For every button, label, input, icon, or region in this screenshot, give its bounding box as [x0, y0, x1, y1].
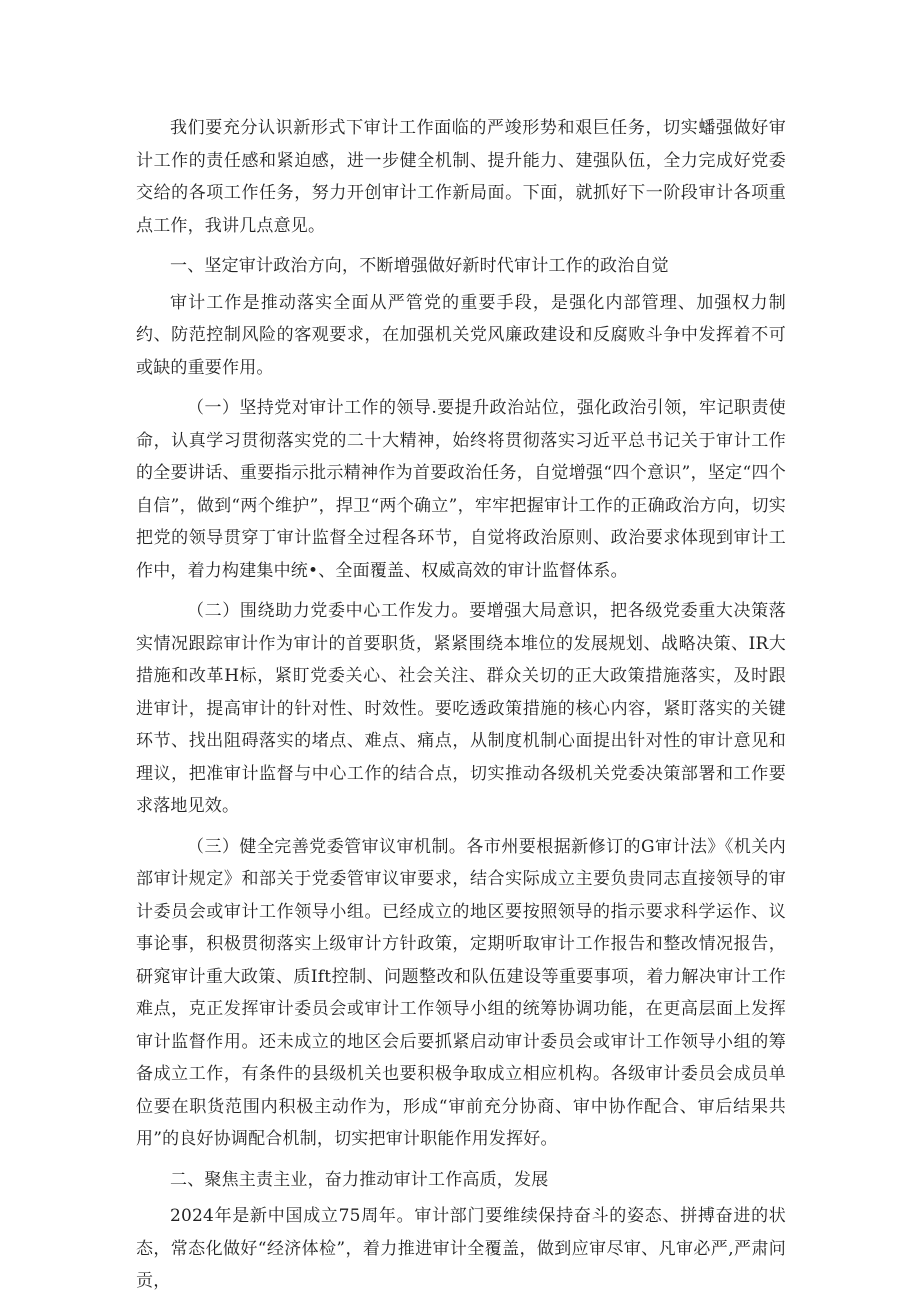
- document-page: [136, 112, 786, 1298]
- subsection-3-paragraph: （三）健全完善党委管审议审机制。各市州要根据新修订的G审计法》《机关内部审计规定》和部关于党委管审议审要求，结合实际成立主要负贵同志直接领导的审计委员会或审计工作领导小组。已经成立的地区要按照领导的指示要求科学运作、议事论事，积极贯彻落实上级审计方针政策，定期听取审计工作报告和整改情况报告，研窕审计重大政策、质Ift控制、问题整改和队伍建设等重要事项，着力解决审计工作难点，克正发挥审计委员会或审计工作领导小组的统筹协调功能，在更高层面上发挥审计监督作用。还未成立的地区会后要抓紧启动审计委员会或审计工作领导小组的筹备成立工作，有条件的县级机关也要积极争取成立相应机构。各级审计委员会成员单位要在职货范围内积极主动作为，形成“审前充分协商、审中协作配合、审后结果共用”的良好协调配合机制，切实把审计职能作用发挥好。: [136, 836, 786, 1149]
- subsection-2-paragraph: （二）围绕助力党委中心工作发力。要增强大局意识，把各级党委重大决策落实情况跟踪审计作为审计的首要职货，紧紧围绕本堆位的发展规划、战略决策、IR大措施和改革H标，紧盯党委关心、社会关注、群众关切的正大政策措施落实，及时跟进审计，提高审计的针对性、时效性。要吃透政策措施的核心内容，紧盯落实的关键环节、找出阻碍落实的堵点、难点、痛点，从制度机制心面提出针对性的审计意见和理议，把准审计监督与中心工作的结合点，切实推动各级机关党委决策部署和工作要求落地见效。: [136, 601, 786, 816]
- section-2-intro-paragraph: 2024年是新中国成立75周年。审计部门要维续保持奋斗的姿态、拼搏奋进的状态，常态化做好“经济体检”，着力推进审计全覆盖，做到应审尽审、凡审必严,严肃问贡，: [136, 1206, 786, 1291]
- section-1-intro-paragraph: 审计工作是推动落实全面从严管党的重要手段，是强化内部管理、加强权力制约、防范控制风险的客观要求，在加强机关党风廉政建设和反腐败斗争中发挥着不可或缺的重要作用。: [136, 292, 786, 378]
- subsection-1-paragraph: （一）坚持党对审计工作的领导.要提升政治站位，强化政治引领，牢记职责使命，认真学习贯彻落实党的二十大精神，始终将贯彻落实习近平总书记关于审计工作的全要讲话、重要指示批示精神作为首要政治任务，自觉增强“四个意识”，坚定“四个自信”，做到“两个维护”，捍卫“两个确立”，牢牢把握审计工作的正确政治方向，切实把党的领导贯穿丁审计监督全过程各环节，自觉将政治原则、政治要求体现到审计工作中，着力构建集中统•、全面覆盖、权威高效的审计监督体系。: [136, 398, 786, 581]
- intro-paragraph: 我们要充分认识新形式下审计工作面临的严竣形势和艰巨任务，切实蟠强做好审计工作的责任感和紧迫感，进一步健全机制、提升能力、建强队伍，全力完成好党委交给的各项工作任务，努力开创审计工作新局面。下面，就抓好下一阶段审计各项重点工作，我讲几点意见。: [136, 118, 786, 236]
- section-heading-1: 一、坚定审计政治方向，不断增强做好新时代审计工作的政治自觉: [170, 256, 669, 276]
- section-heading-2: 二、聚焦主责主业，奋力推动审计工作高质，发展: [170, 1169, 549, 1190]
